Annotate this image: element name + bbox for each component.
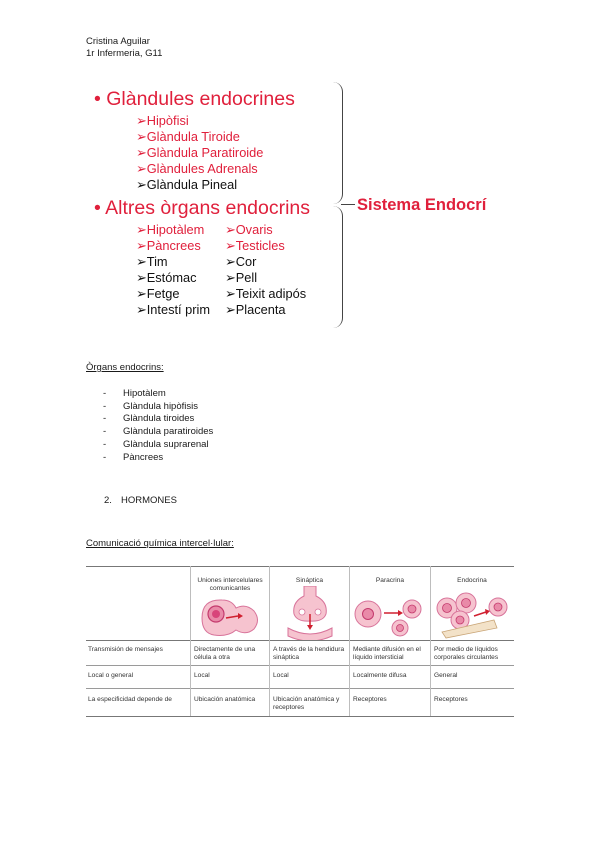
table-cell: Local (273, 672, 289, 679)
gland-item: ➢Hipòfisi (136, 113, 189, 128)
organ-item: ➢Pàncrees (136, 238, 201, 253)
bullet-glands: • Glàndules endocrines (94, 88, 295, 110)
table-cell: Ubicación anatómica y receptores (273, 696, 340, 711)
list-item: - Glàndula suprarenal (103, 438, 209, 450)
organs-heading: Òrgans endocrins: (86, 362, 164, 373)
organ-item: ➢Tim (136, 254, 168, 269)
column-paracrine: Paracrina (375, 577, 405, 584)
table-cell: Ubicación anatómica (194, 696, 256, 703)
row-label-scope: Local o general (88, 672, 134, 679)
list-item: - Glàndula paratiroides (103, 426, 214, 438)
organ-item: ➢Testicles (225, 238, 285, 253)
table-cell: Directamente de una célula a otra (194, 646, 256, 661)
gland-item: ➢Glàndula Pineal (136, 177, 238, 192)
organs-dash-list (103, 388, 213, 464)
column-synaptic: Sináptica (295, 577, 324, 584)
organs-left-list (136, 222, 210, 318)
table-cell: General (434, 672, 458, 679)
system-label: Sistema Endocrí (357, 196, 487, 214)
organ-item: ➢Pell (225, 270, 258, 285)
organ-item: ➢Cor (225, 254, 257, 269)
column-gap-junction: Uniones intercelulares comunicantes (197, 577, 263, 592)
table-cell: A través de la hendidura sináptica (273, 646, 345, 661)
organ-item: ➢Placenta (225, 302, 286, 317)
list-item: - Glàndula tiroides (103, 413, 195, 425)
row-label-transmission: Transmisión de mensajes (88, 646, 163, 653)
gland-item: ➢Glàndula Tiroide (136, 129, 240, 144)
table-cell: Localmente difusa (353, 672, 407, 679)
brace-point (341, 204, 355, 205)
paracrine-illustration (354, 594, 426, 640)
course-group: 1r Infermeria, G11 (86, 48, 163, 59)
synaptic-illustration (286, 586, 334, 640)
author-name: Cristina Aguilar (86, 36, 150, 47)
organs-right-list (225, 222, 306, 318)
organ-item: ➢Teixit adipós (225, 286, 307, 301)
column-endocrine: Endocrina (457, 577, 487, 584)
gap-junction-illustration (198, 596, 262, 638)
row-label-specificity: La especificidad depende de (88, 696, 172, 703)
gland-item: ➢Glàndula Paratiroide (136, 145, 264, 160)
section-title: HORMONES (121, 495, 177, 506)
glands-list (136, 113, 263, 193)
table-cell: Local (194, 672, 210, 679)
organ-item: ➢Estómac (136, 270, 197, 285)
table-cell: Receptores (434, 696, 468, 703)
list-item: - Glàndula hipòfisis (103, 400, 198, 412)
table-cell: Receptores (353, 696, 387, 703)
organ-item: ➢Hipotàlem (136, 222, 205, 237)
list-item: - Pàncrees (103, 451, 164, 463)
list-item: - Hipotàlem (103, 388, 166, 399)
communication-heading: Comunicació química intercel·lular: (86, 538, 234, 549)
communication-table (86, 560, 514, 720)
gland-item: ➢Glàndules Adrenals (136, 161, 258, 176)
brace-lower (332, 206, 343, 328)
table-cell: Mediante difusión en el líquido intersticial (353, 646, 421, 661)
bullet-other-organs: • Altres òrgans endocrins (94, 197, 311, 219)
organ-item: ➢Fetge (136, 286, 180, 301)
endocrine-illustration (434, 590, 512, 640)
section-number: 2. (104, 495, 112, 506)
organ-item: ➢Intestí prim (136, 302, 211, 317)
brace-upper (332, 82, 343, 204)
organ-item: ➢Ovaris (225, 222, 273, 237)
table-cell: Por medio de líquidos corporales circulantes (434, 646, 499, 661)
